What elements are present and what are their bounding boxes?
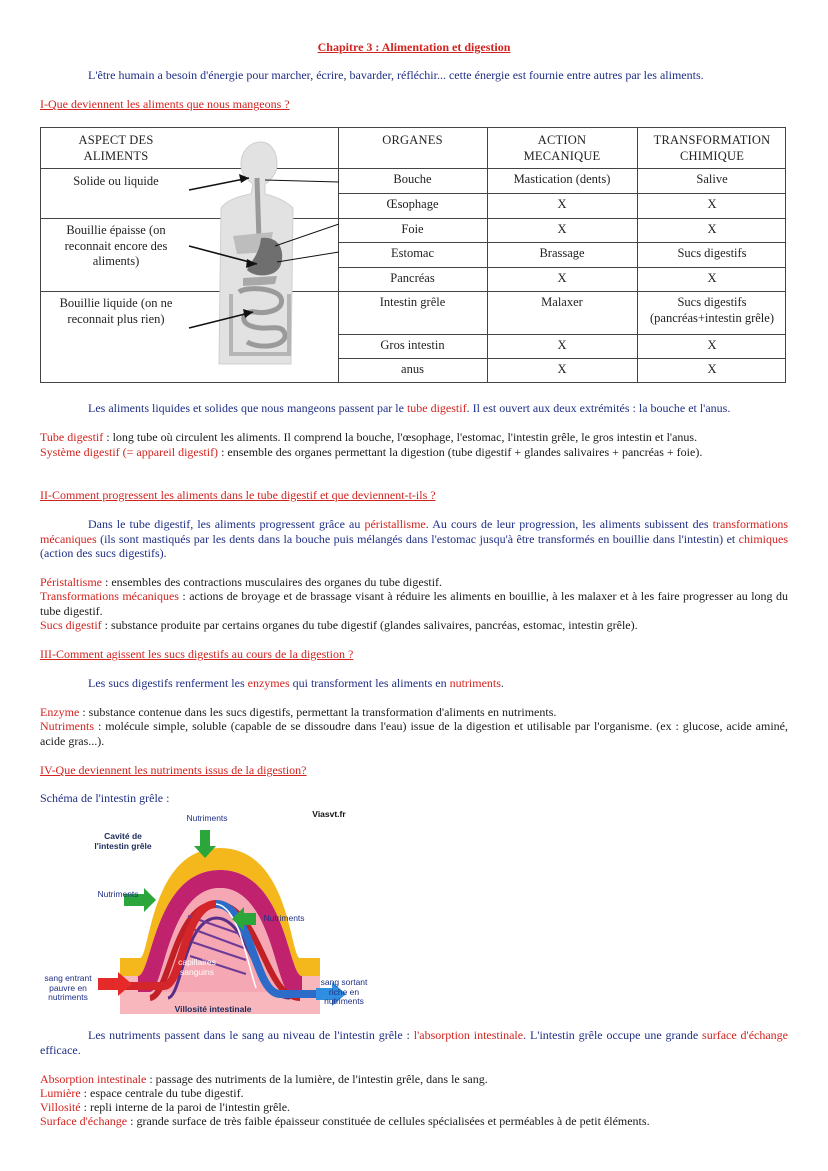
label-cavite: Cavité de l'intestin grêle xyxy=(94,831,152,851)
section-3-paragraph: Les sucs digestifs renferment les enzymes qui transforment les aliments en nutriments. xyxy=(88,676,504,690)
organe-cell: Estomac xyxy=(390,246,435,260)
section-4-heading: IV-Que deviennent les nutriments issus de la digestion? xyxy=(40,763,307,777)
section-3-heading: III-Comment agissent les sucs digestifs au cours de la digestion ? xyxy=(40,647,354,661)
aspect-cell: Bouillie épaisse (on reconnait encore des aliments) xyxy=(64,223,168,268)
action-cell: X xyxy=(557,338,567,352)
definition-enzyme: Enzyme : substance contenue dans les sucs digestifs, permettant la transformation d'aliments en nutriments. xyxy=(40,705,557,719)
header-aspect: ASPECT DES ALIMENTS xyxy=(78,133,154,163)
definition-tube-digestif: Tube digestif : long tube où circulent les aliments. Il comprend la bouche, l'œsophage, l'estomac, l'intestin grêle, le gros intestin et l'anus. xyxy=(40,430,698,444)
section-2-heading: II-Comment progressent les aliments dans le tube digestif et que deviennent-t-ils ? xyxy=(40,488,436,502)
schema-label: Schéma de l'intestin grêle : xyxy=(40,791,170,805)
label-villosite: Villosité intestinale xyxy=(174,1004,252,1014)
action-cell: Mastication (dents) xyxy=(513,172,611,186)
section-2-paragraph: Dans le tube digestif, les aliments progressent grâce au péristallisme. Au cours de leur progression, les aliments subissent des transformations mécaniques (ils sont mastiqués par les dents dans la bouche puis mélangés dans l'estomac jusqu'à être transformés en bouillie dans l'intestin) et chimiques (action des sucs digestifs). xyxy=(40,517,788,560)
definition-transformations-mecaniques: Transformations mécaniques : actions de broyage et de brassage visant à réduire les aliments en bouillie, à les malaxer et à les faire progresser au long du tube digestif. xyxy=(40,589,788,618)
digestive-system-image xyxy=(181,128,339,382)
intestine-diagram xyxy=(40,808,368,1023)
transformation-cell: X xyxy=(707,222,717,236)
label-sang-sortant: sang sortant riche en nutriments xyxy=(320,977,368,1006)
action-cell: Malaxer xyxy=(541,295,583,309)
transformation-cell: Sucs digestifs (pancréas+intestin grêle) xyxy=(649,295,774,325)
label-source: Viasvt.fr xyxy=(312,809,346,819)
organe-cell: Intestin grêle xyxy=(379,295,446,309)
digestion-table xyxy=(40,127,786,383)
definition-peristaltisme: Péristaltisme : ensembles des contractions musculaires des organes du tube digestif. xyxy=(40,575,443,589)
label-capillaires: capillaires sanguins xyxy=(178,957,216,977)
organe-cell: Foie xyxy=(401,222,424,236)
transformation-cell: X xyxy=(707,197,717,211)
action-cell: X xyxy=(557,362,567,376)
definition-nutriments: Nutriments : molécule simple, soluble (capable de se dissoudre dans l'eau) issue de la digestion et utilisable par l'organisme. (ex : glucose, acide aminé, acide gras...). xyxy=(40,719,788,748)
organe-cell: Bouche xyxy=(393,172,432,186)
transformation-cell: X xyxy=(707,362,717,376)
page-title: Chapitre 3 : Alimentation et digestion xyxy=(317,40,511,54)
transformation-cell: Salive xyxy=(696,172,728,186)
header-transformation: TRANSFORMATION CHIMIQUE xyxy=(653,133,771,163)
intro-text: L'être humain a besoin d'énergie pour marcher, écrire, bavarder, réfléchir... cette énergie est fournie entre autres par les aliments. xyxy=(88,68,704,82)
definition-surface-echange: Surface d'échange : grande surface de très faible épaisseur constituée de cellules spécialisées et perméables à de petit éléments. xyxy=(40,1114,650,1128)
aspect-cell: Solide ou liquide xyxy=(73,174,159,188)
section-4-paragraph: Les nutriments passent dans le sang au niveau de l'intestin grêle : l'absorption intestinale. L'intestin grêle occupe une grande surface d'échange efficace. xyxy=(40,1028,788,1057)
definition-villosite: Villosité : repli interne de la paroi de l'intestin grêle. xyxy=(40,1100,291,1114)
definition-sucs-digestif: Sucs digestif : substance produite par certains organes du tube digestif (glandes salivaires, pancréas, estomac, intestin grêle). xyxy=(40,618,638,632)
definition-lumiere: Lumière : espace centrale du tube digestif. xyxy=(40,1086,244,1100)
label-nutriments-right: Nutriments xyxy=(263,913,305,923)
section-1-heading: I-Que deviennent les aliments que nous mangeons ? xyxy=(40,97,290,111)
aspect-cell: Bouillie liquide (on ne reconnait plus rien) xyxy=(59,296,173,326)
definition-systeme-digestif: Système digestif (= appareil digestif) : ensemble des organes permettant la digestion (tube digestif + glandes salivaires + pancréas + foie). xyxy=(40,445,703,459)
label-nutriments-top: Nutriments xyxy=(186,813,228,823)
transformation-cell: X xyxy=(707,338,717,352)
organe-cell: anus xyxy=(401,362,424,376)
organe-cell: Gros intestin xyxy=(380,338,445,352)
label-nutriments-left: Nutriments xyxy=(97,889,139,899)
label-sang-entrant: sang entrant pauvre en nutriments xyxy=(44,973,92,1002)
section-1-paragraph: Les aliments liquides et solides que nous mangeons passent par le tube digestif. Il est ouvert aux deux extrémités : la bouche et l'anus. xyxy=(88,401,731,415)
header-organes: ORGANES xyxy=(382,133,443,147)
header-action: ACTION MECANIQUE xyxy=(523,133,601,163)
transformation-cell: Sucs digestifs xyxy=(677,246,747,260)
action-cell: Brassage xyxy=(539,246,585,260)
definition-absorption: Absorption intestinale : passage des nutriments de la lumière, de l'intestin grêle, dans le sang. xyxy=(40,1072,488,1086)
action-cell: X xyxy=(557,271,567,285)
action-cell: X xyxy=(557,222,567,236)
action-cell: X xyxy=(557,197,567,211)
organe-cell: Pancréas xyxy=(390,271,435,285)
transformation-cell: X xyxy=(707,271,717,285)
organe-cell: Œsophage xyxy=(386,197,439,211)
